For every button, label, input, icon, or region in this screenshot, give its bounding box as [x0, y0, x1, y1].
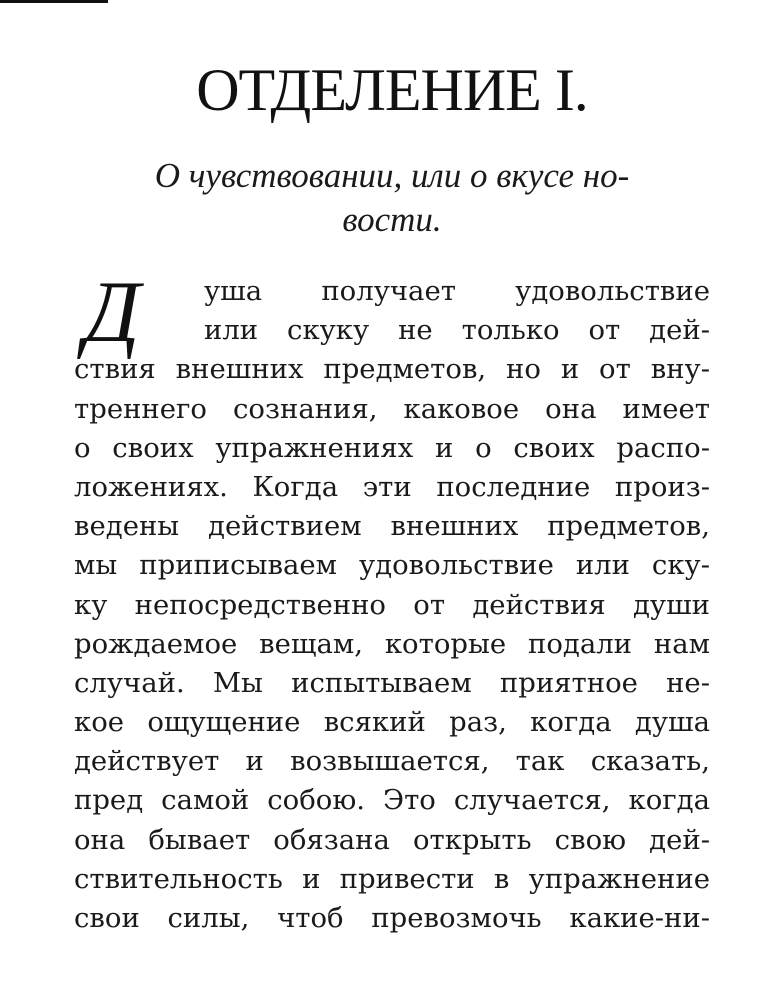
subtitle-line: вости.: [342, 200, 442, 239]
top-rule: [0, 0, 108, 3]
paragraph-line: ствия внешних предметов, но и от вну-: [74, 353, 710, 386]
drop-cap: Д: [84, 264, 140, 361]
paragraph-line: ку непосредственно от действия души: [74, 588, 710, 621]
paragraph-line: ложениях. Когда эти последние произ-: [74, 470, 710, 503]
paragraph-line: рождаемое вещам, которые подали нам: [74, 627, 710, 660]
paragraph-line: действует и возвышается, так сказать,: [74, 745, 710, 778]
paragraph-line: уша получает удовольствие: [204, 275, 710, 307]
paragraph-line: треннего сознания, каковое она имеет: [74, 392, 710, 425]
paragraph-line: ведены действием внешних предметов,: [74, 510, 710, 543]
paragraph-line: о своих упражнениях и о своих распо-: [74, 431, 710, 464]
paragraph-line: кое ощущение всякий раз, когда душа: [74, 706, 710, 739]
page: [74, 52, 710, 938]
paragraph-line: она бывает обязана открыть свою дей-: [74, 823, 710, 856]
paragraph-line: свои силы, чтоб превозмочь какие-ни-: [74, 902, 710, 934]
paragraph-line: случай. Мы испытываем приятное не-: [74, 666, 710, 699]
paragraph-line: мы приписываем удовольствие или ску-: [74, 549, 710, 582]
paragraph-line: ствительность и привести в упражнение: [74, 862, 710, 895]
section-subtitle: [74, 154, 710, 242]
paragraph-line: пред самой собою. Это случается, когда: [74, 784, 710, 817]
paragraph-line: или скуку не только от дей-: [204, 314, 710, 347]
section-heading: ОТДЕЛЕНИЕ I.: [196, 57, 588, 123]
body-paragraph: [74, 264, 710, 938]
subtitle-line: О чувствовании, или о вкусе но-: [154, 156, 630, 195]
